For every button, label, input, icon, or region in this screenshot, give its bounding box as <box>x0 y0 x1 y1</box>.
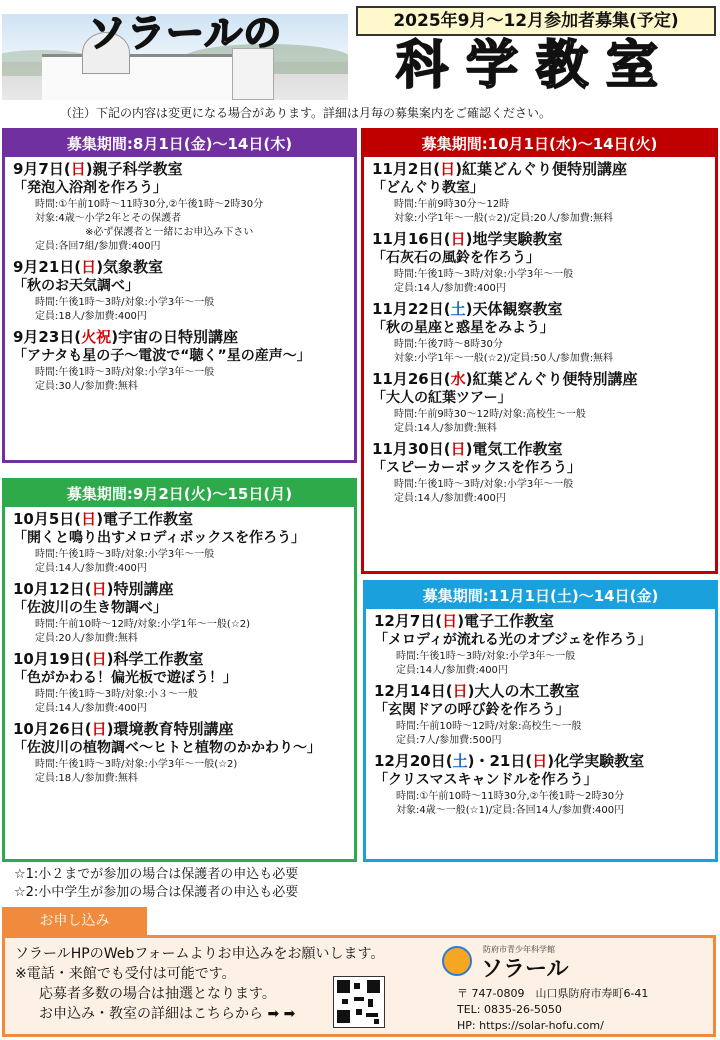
weekday: 日 <box>81 258 97 276</box>
section-period: 募集期間:9月2日(火)～15日(月) <box>5 481 354 507</box>
event-detail: 時間:午前9時30～12時/対象:高校生～一般 <box>394 409 586 420</box>
event-category: )大人の木工教室 <box>467 682 580 700</box>
date-text: 9月21日( <box>13 258 82 276</box>
header <box>0 0 720 120</box>
contact-address: 〒 747-0809 山口県防府市寿町6-41 <box>457 987 649 1000</box>
date-text: 9月7日( <box>13 160 71 178</box>
event-date <box>13 159 350 179</box>
apply-line-2: ※電話・来館でも受付は可能です。 <box>15 966 236 982</box>
event-detail: 対象:4歳～小学2年とその保護者 <box>35 213 182 224</box>
event-category: )特別講座 <box>106 580 174 598</box>
weekday: 水 <box>450 370 466 388</box>
event-category: )紅葉どんぐり便特別講座 <box>465 370 638 388</box>
event-category: )科学工作教室 <box>106 650 204 668</box>
event-detail: 時間:午後1時～3時/対象:小学3年～一般 <box>394 479 574 490</box>
weekday: 日 <box>440 160 456 178</box>
section-period: 募集期間:11月1日(土)～14日(金) <box>366 583 715 609</box>
event-detail: 定員:各回7組/参加費:400円 <box>35 241 161 252</box>
event-detail: 時間:午後1時～3時/対象:小学3年～一般 <box>396 651 576 662</box>
event-detail: 定員:14人/参加費:400円 <box>35 703 147 714</box>
event-detail: 時間:午後1時～3時/対象:小３～一般 <box>35 689 198 700</box>
event-title: 「大人の紅葉ツアー」 <box>372 390 512 406</box>
footnote-1: ☆1:小２までが参加の場合は保護者の申込も必要 <box>14 867 299 882</box>
event-date <box>13 579 350 599</box>
event-date <box>374 751 711 771</box>
weekday: 日 <box>452 682 468 700</box>
event-category: )地学実験教室 <box>465 230 563 248</box>
recruitment-period-banner: 2025年9月～12月参加者募集(予定) <box>356 6 716 36</box>
page-title: 科学教室 <box>395 35 676 96</box>
event-detail: 時間:午前10時～12時/対象:小学1年～一般(☆2) <box>35 619 251 630</box>
event-detail: 定員:18人/参加費:無料 <box>35 773 138 784</box>
apply-tab: お申し込み <box>2 907 147 935</box>
logo-subtitle: 防府市青少年科学館 <box>483 945 555 954</box>
event-category: )気象教室 <box>96 258 164 276</box>
date-text: 12月14日( <box>374 682 453 700</box>
weekday: 火祝 <box>81 328 112 346</box>
change-note: （注）下記の内容は変更になる場合があります。詳細は月毎の募集案内をご確認ください。 <box>60 106 552 120</box>
weekday: 日 <box>450 440 466 458</box>
section-nov <box>363 580 718 862</box>
event-title: 「発泡入浴剤を作ろう」 <box>13 180 167 196</box>
event-item <box>13 159 350 254</box>
weekday: 日 <box>442 612 458 630</box>
date-text: 10月12日( <box>13 580 92 598</box>
qr-code[interactable] <box>333 976 385 1028</box>
event-category: )電子工作教室 <box>457 612 555 630</box>
event-title: 「スピーカーボックスを作ろう」 <box>372 460 582 476</box>
event-note: ※必ず保護者と一緒にお申込み下さい <box>85 227 254 238</box>
event-detail: 定員:18人/参加費:400円 <box>35 311 147 322</box>
weekday: 日 <box>91 580 107 598</box>
event-title: 「色がかわる！偏光板で遊ぼう！」 <box>13 670 237 686</box>
date-text: 12月7日( <box>374 612 443 630</box>
date-text: 9月23日( <box>13 328 82 346</box>
weekday: 日 <box>81 510 97 528</box>
event-detail: 時間:午前9時30分～12時 <box>394 199 510 210</box>
contact-tel: TEL: 0835-26-5050 <box>457 1003 562 1016</box>
event-title: 「クリスマスキャンドルを作ろう」 <box>374 772 598 788</box>
event-date <box>13 327 350 347</box>
event-detail: 定員:30人/参加費:無料 <box>35 381 138 392</box>
contact-website-link[interactable]: HP: https://solar-hofu.com/ <box>457 1019 604 1032</box>
weekday: 日 <box>91 720 107 738</box>
event-title: 「秋の星座と惑星をみよう」 <box>372 320 554 336</box>
event-category: )化学実験教室 <box>547 752 645 770</box>
event-item <box>13 579 350 646</box>
event-detail: 対象:小学1年～一般(☆2)/定員:50人/参加費:無料 <box>394 353 614 364</box>
event-list <box>364 157 715 506</box>
date-text: 10月5日( <box>13 510 82 528</box>
event-detail: 対象:小学1年～一般(☆2)/定員:20人/参加費:無料 <box>394 213 614 224</box>
date-text: 11月2日( <box>372 160 441 178</box>
event-category: )宇宙の日特別講座 <box>111 328 239 346</box>
solar-logo-icon <box>442 946 472 976</box>
event-detail: 時間:①午前10時～11時30分,②午後1時～2時30分 <box>396 791 625 802</box>
event-date <box>13 257 350 277</box>
event-date <box>13 649 350 669</box>
event-item <box>13 257 350 324</box>
event-detail: 定員:14人/参加費:400円 <box>394 283 506 294</box>
date-text: 10月19日( <box>13 650 92 668</box>
event-date <box>372 159 711 179</box>
event-list <box>366 609 715 818</box>
event-item <box>13 327 350 394</box>
apply-line-3: 応募者多数の場合は抽選となります。 <box>39 986 276 1002</box>
event-date <box>372 439 711 459</box>
event-detail: 時間:午後1時～3時/対象:小学3年～一般 <box>394 269 574 280</box>
event-detail: 時間:午前10時～12時/対象:高校生～一般 <box>396 721 582 732</box>
event-detail: 定員:14人/参加費:400円 <box>394 493 506 504</box>
event-detail: 時間:午後1時～3時/対象:小学3年～一般 <box>35 297 215 308</box>
event-title: 「メロディが流れる光のオブジェを作ろう」 <box>374 632 652 648</box>
event-detail: 時間:午後7時～8時30分 <box>394 339 503 350</box>
event-date <box>372 369 711 389</box>
event-title: 「石灰石の風鈴を作ろう」 <box>372 250 540 266</box>
event-item <box>372 299 711 366</box>
event-detail: 定員:20人/参加費:無料 <box>35 633 138 644</box>
event-category: )環境教育特別講座 <box>106 720 234 738</box>
event-category: )電気工作教室 <box>465 440 563 458</box>
event-item <box>13 509 350 576</box>
event-detail: 対象:4歳～一般(☆1)/定員:各回14人/参加費:400円 <box>396 805 625 816</box>
weekday: 土 <box>452 752 468 770</box>
event-item <box>372 439 711 506</box>
event-title: 「佐波川の生き物調べ」 <box>13 600 167 616</box>
logo-name: ソラール <box>481 957 569 982</box>
event-item <box>372 369 711 436</box>
event-category: )天体観察教室 <box>465 300 563 318</box>
event-category: )親子科学教室 <box>85 160 183 178</box>
event-title: 「開くと鳴り出すメロディボックスを作ろう」 <box>13 530 306 546</box>
event-title: 「秋のお天気調べ」 <box>13 278 139 294</box>
section-period: 募集期間:8月1日(金)～14日(木) <box>5 131 354 157</box>
date-text: 11月26日( <box>372 370 451 388</box>
arrow-right-icon: ➡ ➡ <box>267 1006 296 1022</box>
event-item <box>374 751 711 818</box>
event-title: 「玄関ドアの呼び鈴を作ろう」 <box>374 702 570 718</box>
event-detail: 定員:14人/参加費:無料 <box>394 423 497 434</box>
event-title: 「佐波川の植物調べ～ヒトと植物のかかわり～」 <box>13 740 321 756</box>
solar-heading: ソラールの <box>88 11 283 55</box>
event-date <box>374 611 711 631</box>
section-aug <box>2 128 357 463</box>
event-category: )電子工作教室 <box>96 510 194 528</box>
event-item <box>13 649 350 716</box>
section-period: 募集期間:10月1日(水)～14日(火) <box>364 131 715 157</box>
weekday: 日 <box>91 650 107 668</box>
event-list <box>5 507 354 786</box>
event-date <box>374 681 711 701</box>
event-list <box>5 157 354 394</box>
event-date <box>372 229 711 249</box>
event-date <box>372 299 711 319</box>
apply-line-4 <box>39 1004 295 1024</box>
section-oct <box>361 128 718 574</box>
event-category: )紅葉どんぐり便特別講座 <box>455 160 628 178</box>
date-text: )・21日( <box>467 752 533 770</box>
event-detail: 定員:14人/参加費:400円 <box>396 665 508 676</box>
weekday: 日 <box>70 160 86 178</box>
date-text: 11月16日( <box>372 230 451 248</box>
event-date <box>13 719 350 739</box>
footnote-2: ☆2:小中学生が参加の場合は保護者の申込も必要 <box>14 885 299 900</box>
event-detail: 定員:14人/参加費:400円 <box>35 563 147 574</box>
event-detail: 時間:午後1時～3時/対象:小学3年～一般 <box>35 367 215 378</box>
event-date <box>13 509 350 529</box>
event-item <box>374 611 711 678</box>
apply-link-text: お申込み・教室の詳細はこちらから <box>39 1006 263 1022</box>
event-item <box>372 159 711 226</box>
event-title: 「どんぐり教室」 <box>372 180 484 196</box>
date-text: 12月20日( <box>374 752 453 770</box>
date-text: 11月30日( <box>372 440 451 458</box>
date-text: 11月22日( <box>372 300 451 318</box>
event-item <box>13 719 350 786</box>
event-item <box>374 681 711 748</box>
weekday: 土 <box>450 300 466 318</box>
date-text: 10月26日( <box>13 720 92 738</box>
apply-box <box>2 935 716 1037</box>
event-title: 「アナタも星の子～電波で“聴く”星の産声～」 <box>13 348 311 364</box>
weekday: 日 <box>450 230 466 248</box>
event-detail: 時間:①午前10時～11時30分,②午後1時～2時30分 <box>35 199 264 210</box>
event-item <box>372 229 711 296</box>
event-detail: 時間:午後1時～3時/対象:小学3年～一般(☆2) <box>35 759 238 770</box>
apply-line-1: ソラールHPのWebフォームよりお申込みをお願いします。 <box>15 946 385 962</box>
event-detail: 定員:7人/参加費:500円 <box>396 735 502 746</box>
event-detail: 時間:午後1時～3時/対象:小学3年～一般 <box>35 549 215 560</box>
weekday: 日 <box>532 752 548 770</box>
section-sep <box>2 478 357 862</box>
